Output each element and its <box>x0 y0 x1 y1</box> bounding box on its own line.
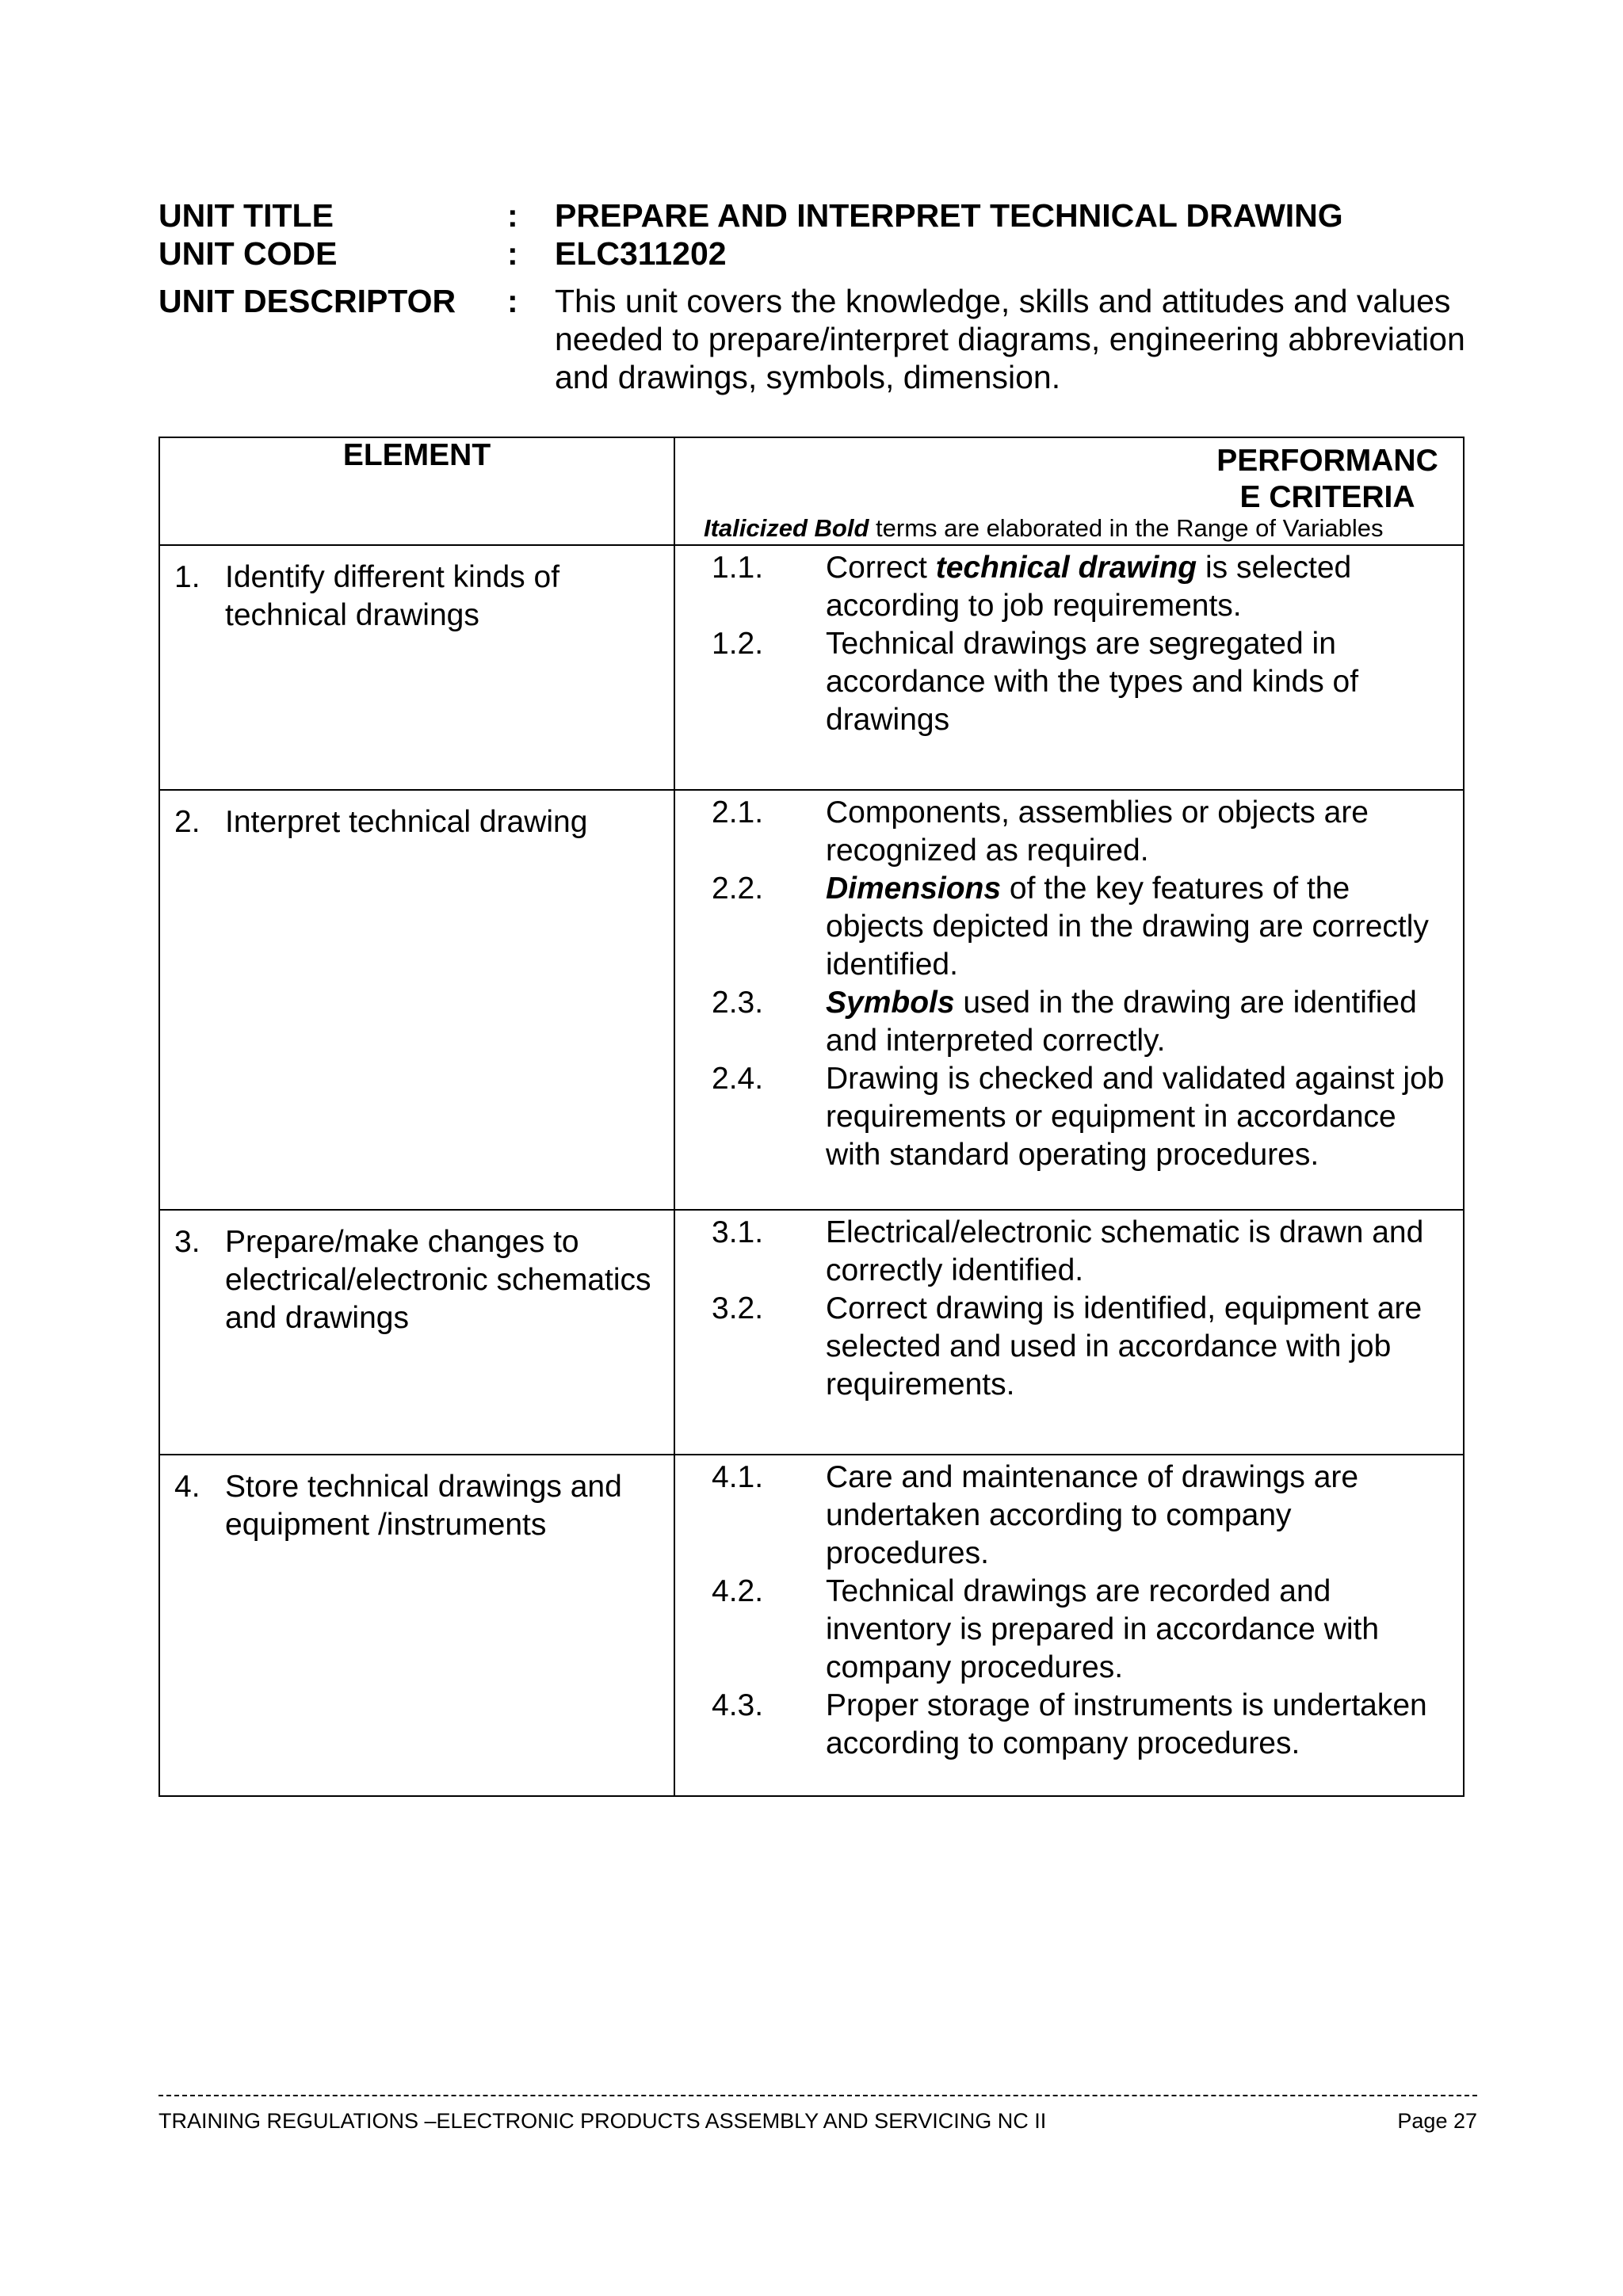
criterion-item <box>702 625 1447 739</box>
element-number: 4. <box>174 1470 200 1504</box>
element-text: Interpret technical drawing <box>225 805 588 839</box>
criteria-cell <box>674 1455 1464 1796</box>
element-text: Identify different kinds of technical drawings <box>225 560 560 632</box>
criterion-number: 4.2. <box>712 1574 764 1608</box>
element-item <box>174 559 658 635</box>
criterion-keyword: Symbols <box>826 986 955 1020</box>
criterion-item <box>702 1290 1447 1404</box>
footer-divider <box>158 2095 1477 2096</box>
unit-title-row <box>158 196 1474 235</box>
criterion-text <box>826 1459 1447 1573</box>
colon: : <box>507 283 518 319</box>
colon: : <box>507 235 518 272</box>
criterion-text-part: Technical drawings are segregated in accordance with the types and kinds of drawings <box>826 627 1359 737</box>
criterion-item <box>702 794 1447 870</box>
criterion-text-part: Drawing is checked and validated against job requirements or equipment in accordance with standard operating procedures. <box>826 1062 1445 1172</box>
performance-criteria-title <box>1212 443 1442 516</box>
range-note <box>704 514 1384 543</box>
criterion-item <box>702 984 1447 1060</box>
criterion-number: 1.1. <box>712 551 764 585</box>
criterion-number: 3.1. <box>712 1215 764 1249</box>
page-footer <box>158 2095 1477 2134</box>
unit-header <box>158 196 1474 396</box>
criterion-item <box>702 1060 1447 1174</box>
criterion-text-part: of the key features of the objects depicted in the drawing are correctly identified. <box>826 871 1429 982</box>
criterion-text <box>826 870 1447 984</box>
table-row <box>159 1210 1464 1455</box>
criterion-text-part: Correct <box>826 551 936 585</box>
footer-text <box>158 2109 1477 2134</box>
criterion-text-part: is selected according to job requirements. <box>826 551 1352 623</box>
criterion-number: 4.3. <box>712 1688 764 1722</box>
unit-code-row <box>158 235 1474 273</box>
criterion-text-part: Correct drawing is identified, equipment are selected and used in accordance with job requirements. <box>826 1291 1423 1402</box>
criterion-text-part: used in the drawing are identified and interpreted correctly. <box>826 986 1417 1058</box>
element-text: Store technical drawings and equipment /instruments <box>225 1470 622 1542</box>
criterion-text-part: Care and maintenance of drawings are undertaken according to company procedures. <box>826 1460 1359 1570</box>
competency-table <box>158 437 1465 1797</box>
range-note-text: terms are elaborated in the Range of Variables <box>869 514 1384 542</box>
unit-code-label: UNIT CODE <box>158 235 338 272</box>
criteria-title-line: PERFORMANC <box>1216 444 1438 478</box>
element-cell <box>159 1455 674 1796</box>
criterion-item <box>702 549 1447 625</box>
element-number: 3. <box>174 1225 200 1259</box>
element-item <box>174 1468 658 1544</box>
criterion-text <box>826 1290 1447 1404</box>
element-cell <box>159 545 674 790</box>
criterion-item <box>702 1459 1447 1573</box>
page-number: Page 27 <box>1397 2109 1477 2133</box>
criterion-text <box>826 1573 1447 1687</box>
criterion-text <box>826 1060 1447 1174</box>
element-cell <box>159 1210 674 1455</box>
range-note-bold: Italicized Bold <box>704 514 869 542</box>
criterion-text-part: Electrical/electronic schematic is drawn and correctly identified. <box>826 1215 1424 1287</box>
criteria-cell <box>674 790 1464 1210</box>
colon: : <box>507 197 518 234</box>
criterion-text <box>826 794 1447 870</box>
criterion-number: 1.2. <box>712 627 764 661</box>
criterion-text-part: Technical drawings are recorded and inventory is prepared in accordance with company procedures. <box>826 1574 1380 1684</box>
table-header-row <box>159 437 1464 545</box>
criterion-number: 2.4. <box>712 1062 764 1096</box>
unit-title-value: PREPARE AND INTERPRET TECHNICAL DRAWING <box>555 197 1343 234</box>
unit-title-label: UNIT TITLE <box>158 197 334 234</box>
element-item <box>174 1223 658 1337</box>
criterion-text <box>826 549 1447 625</box>
unit-descriptor-label: UNIT DESCRIPTOR <box>158 283 456 319</box>
performance-criteria-header <box>674 437 1464 545</box>
unit-descriptor-value: This unit covers the knowledge, skills and attitudes and values needed to prepare/interpret diagrams, engineering abbreviation and drawings, symbols, dimension. <box>555 283 1465 395</box>
element-text: Prepare/make changes to electrical/electronic schematics and drawings <box>225 1225 651 1335</box>
table-row <box>159 545 1464 790</box>
criterion-text-part: Components, assemblies or objects are recognized as required. <box>826 795 1369 868</box>
criterion-item <box>702 1687 1447 1763</box>
element-item <box>174 803 658 841</box>
criterion-keyword: technical drawing <box>935 551 1197 585</box>
criteria-cell <box>674 1210 1464 1455</box>
element-header: ELEMENT <box>159 437 674 545</box>
criteria-cell <box>674 545 1464 790</box>
table-body <box>159 545 1464 1796</box>
table-row <box>159 790 1464 1210</box>
criterion-number: 3.2. <box>712 1291 764 1325</box>
criterion-item <box>702 1573 1447 1687</box>
criterion-text <box>826 984 1447 1060</box>
criterion-text <box>826 625 1447 739</box>
criterion-number: 2.3. <box>712 986 764 1020</box>
criterion-item <box>702 1214 1447 1290</box>
criterion-text-part: Proper storage of instruments is undertaken according to company procedures. <box>826 1688 1427 1760</box>
criteria-title-line: E CRITERIA <box>1239 480 1415 514</box>
table-row <box>159 1455 1464 1796</box>
criterion-number: 2.1. <box>712 795 764 830</box>
footer-title: TRAINING REGULATIONS –ELECTRONIC PRODUCTS ASSEMBLY AND SERVICING NC II <box>158 2109 1047 2133</box>
criterion-number: 4.1. <box>712 1460 764 1494</box>
unit-code-value: ELC311202 <box>555 235 727 272</box>
element-cell <box>159 790 674 1210</box>
element-number: 1. <box>174 560 200 594</box>
criterion-number: 2.2. <box>712 871 764 906</box>
criterion-keyword: Dimensions <box>826 871 1002 906</box>
unit-descriptor-row <box>158 282 1474 396</box>
criterion-text <box>826 1214 1447 1290</box>
element-number: 2. <box>174 805 200 839</box>
criterion-item <box>702 870 1447 984</box>
criterion-text <box>826 1687 1447 1763</box>
